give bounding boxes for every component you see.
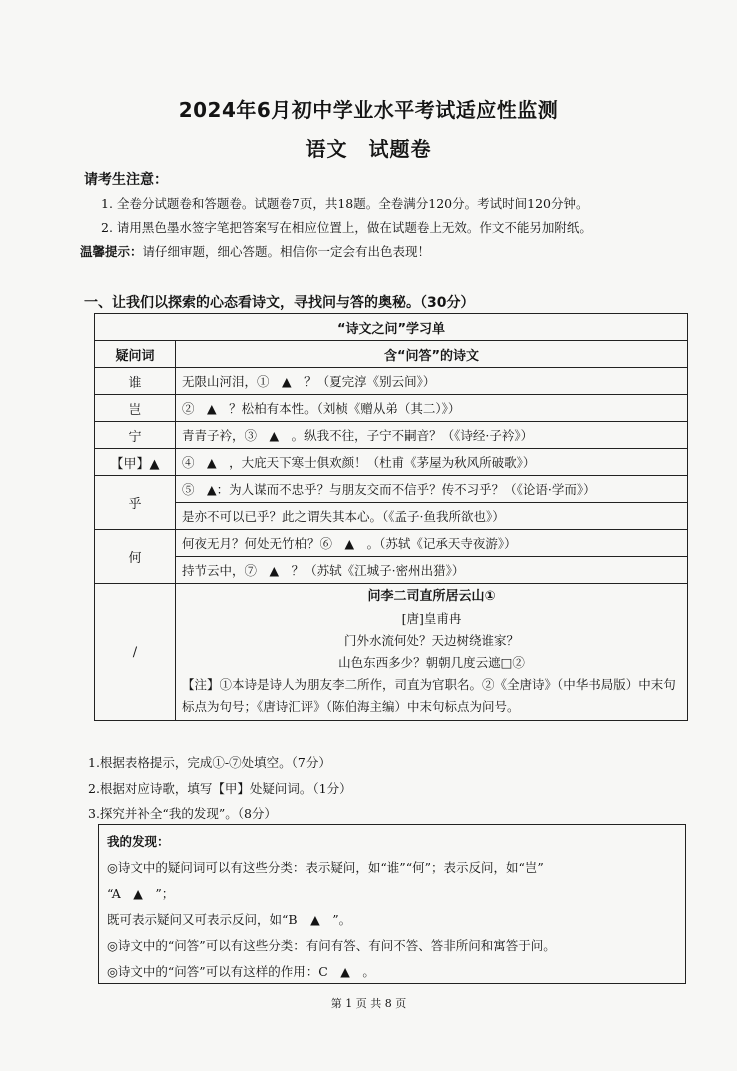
question-3: 3.探究并补全“我的发现”。（8分）: [88, 806, 277, 821]
findings-title: 我的发现：: [107, 834, 170, 849]
table-row: [95, 503, 688, 530]
findings-line: “A ▲ ”；: [107, 886, 175, 901]
table-row: [95, 530, 688, 557]
table-title: “诗文之问”学习单: [95, 314, 688, 341]
column-header: 疑问词: [95, 341, 176, 368]
notice-item: 2. 请用黑色墨水签字笔把答案写在相应位置上，做在试题卷上无效。作文不能另加附纸。: [101, 220, 592, 235]
question-word: 乎: [95, 476, 176, 530]
poem-cell: ② ▲ ？松柏有本性。（刘桢《赠从弟（其二）》）: [176, 395, 688, 422]
table-row: [95, 422, 688, 449]
table-row: [95, 449, 688, 476]
notice-heading: 请考生注意：: [84, 172, 168, 188]
findings-box: [98, 824, 686, 984]
findings-line: ◎诗文中的“问答”可以有这些分类：有问有答、有问不答、答非所问和寓答于问。: [107, 938, 556, 953]
tip-text: 请仔细审题，细心答题。相信你一定会有出色表现！: [142, 244, 431, 259]
poem-cell: ⑤ ▲：为人谋而不忠乎？与朋友交而不信乎？传不习乎？（《论语·学而》）: [176, 476, 688, 503]
poem-cell: 是亦不可以已乎？此之谓失其本心。（《孟子·鱼我所欲也》）: [176, 503, 688, 530]
section-heading: 一、让我们以探索的心态看诗文，寻找问与答的奥秘。（30分）: [84, 295, 475, 311]
table-row: [95, 584, 688, 721]
page-footer: 第 1 页 共 8 页: [330, 997, 407, 1010]
question-word: /: [95, 584, 176, 721]
findings-line: 既可表示疑问又可表示反问，如“B ▲ ”。: [107, 912, 352, 927]
question-word: 【甲】▲: [95, 449, 176, 476]
question-word: 宁: [95, 422, 176, 449]
poem-cell: 何夜无月？何处无竹柏？⑥ ▲ 。（苏轼《记承天寺夜游》）: [176, 530, 688, 557]
poem-author: [唐]皇甫冉: [401, 611, 462, 626]
findings-line: ◎诗文中的疑问词可以有这些分类：表示疑问，如“谁”“何”；表示反问，如“岂”: [107, 860, 544, 875]
table-row: [95, 395, 688, 422]
question-1: 1.根据表格提示，完成①-⑦处填空。（7分）: [88, 755, 331, 770]
poem-cell: 持节云中，⑦ ▲ ？（苏轼《江城子·密州出猎》）: [176, 557, 688, 584]
poem-cell: 无限山河泪，① ▲ ？（夏完淳《别云间》）: [176, 368, 688, 395]
table-row: [95, 368, 688, 395]
poem-line: 山色东西多少？朝朝几度云遮□②: [338, 655, 525, 670]
study-sheet-table: [94, 313, 688, 721]
poem-cell: ④ ▲ ，大庇天下寒士俱欢颜！（杜甫《茅屋为秋风所破歌》）: [176, 449, 688, 476]
notice-item: 1. 全卷分试题卷和答题卷。试题卷7页，共18题。全卷满分120分。考试时间120分钟。: [101, 196, 589, 211]
question-2: 2.根据对应诗歌，填写【甲】处疑问词。（1分）: [88, 781, 352, 796]
exam-subtitle: 语文 试题卷: [305, 137, 432, 161]
poem-line: 门外水流何处？天边树绕谁家？: [343, 633, 519, 648]
column-header: 含“问答”的诗文: [176, 341, 688, 368]
poem-title: 问李二司直所居云山①: [367, 589, 496, 604]
exam-title: 2024年6月初中学业水平考试适应性监测: [178, 98, 559, 122]
question-word: 岂: [95, 395, 176, 422]
question-word: 谁: [95, 368, 176, 395]
warm-tip: [80, 242, 430, 260]
table-row: [95, 557, 688, 584]
findings-line: ◎诗文中的“问答”可以有这样的作用：C ▲ 。: [107, 964, 375, 979]
tip-label: 温馨提示：: [80, 244, 143, 259]
question-word: 何: [95, 530, 176, 584]
poem-note: 【注】①本诗是诗人为朋友李二所作，司直为官职名。②《全唐诗》（中华书局版）中末句标点为句号；《唐诗汇评》（陈伯海主编）中末句标点为问号。: [182, 677, 676, 714]
poem-block: [176, 584, 688, 721]
poem-cell: 青青子衿，③ ▲ 。纵我不往，子宁不嗣音？（《诗经·子衿》）: [176, 422, 688, 449]
table-row: [95, 476, 688, 503]
